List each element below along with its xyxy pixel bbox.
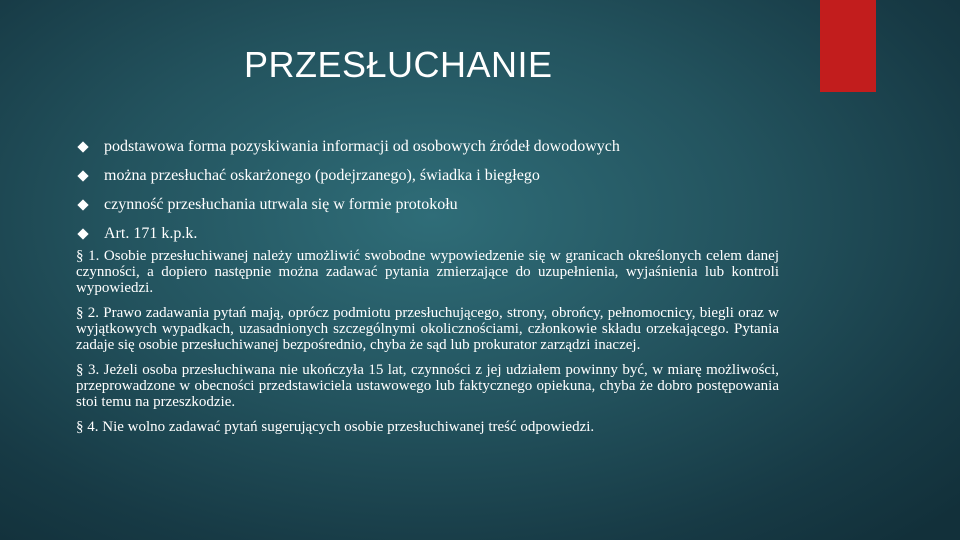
article-paragraph: § 2. Prawo zadawania pytań mają, oprócz podmiotu przesłuchującego, strony, obrońcy, pełnomocnicy, biegli oraz w wyjątkowych wypadkach, uzasadnionych szczególnymi okolicznościami, członkowie składu orzekającego. Pytania zadaje się osobie przesłuchiwanej bezpośrednio, chyba że sąd lub prokurator zarządzi inaczej. xyxy=(76,305,779,353)
bullet-list xyxy=(76,132,796,248)
bullet-text: czynność przesłuchania utrwala się w formie protokołu xyxy=(104,196,458,213)
accent-bar xyxy=(820,0,876,92)
bullet-text: podstawowa forma pozyskiwania informacji od osobowych źródeł dowodowych xyxy=(104,138,620,155)
bullet-item xyxy=(76,190,796,219)
bullet-text: można przesłuchać oskarżonego (podejrzanego), świadka i biegłego xyxy=(104,167,540,184)
article-paragraph: § 1. Osobie przesłuchiwanej należy umożliwić swobodne wypowiedzenie się w granicach określonych celem danej czynności, a dopiero następnie można zadawać pytania zmierzające do uzupełnienia, wyjaśnienia lub kontroli wypowiedzi. xyxy=(76,248,779,296)
diamond-bullet-icon xyxy=(77,170,88,181)
article-paragraph: § 4. Nie wolno zadawać pytań sugerujących osobie przesłuchiwanej treść odpowiedzi. xyxy=(76,419,595,435)
bullet-item xyxy=(76,219,796,248)
article-paragraph: § 3. Jeżeli osoba przesłuchiwana nie ukończyła 15 lat, czynności z jej udziałem powinny być, w miarę możliwości, przeprowadzone w obecności przedstawiciela ustawowego lub faktycznego opiekuna, chyba że dobro postępowania stoi temu na przeszkodzie. xyxy=(76,362,779,410)
diamond-bullet-icon xyxy=(77,141,88,152)
bullet-text: Art. 171 k.p.k. xyxy=(104,225,198,242)
bullet-item xyxy=(76,132,796,161)
slide-title: PRZESŁUCHANIE xyxy=(244,44,553,85)
article-paragraphs xyxy=(76,248,779,444)
diamond-bullet-icon xyxy=(77,199,88,210)
diamond-bullet-icon xyxy=(77,228,88,239)
bullet-item xyxy=(76,161,796,190)
